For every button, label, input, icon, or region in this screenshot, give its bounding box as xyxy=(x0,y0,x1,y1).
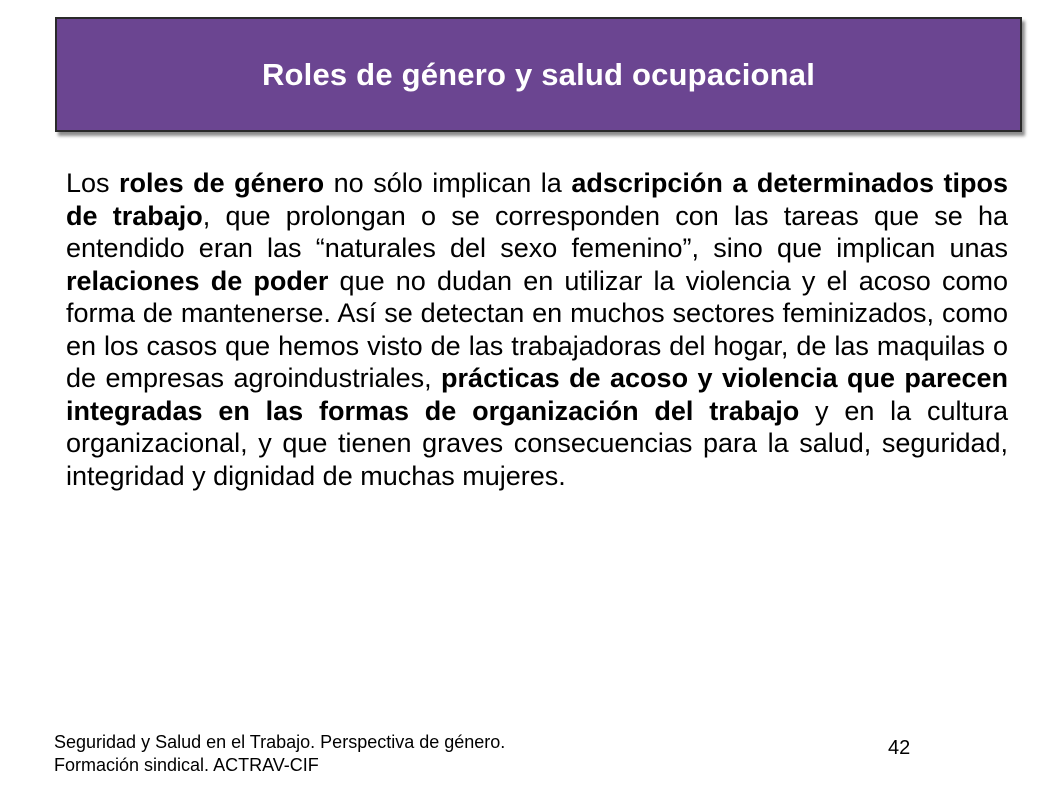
footer-source xyxy=(54,731,505,777)
body-segment: , que prolongan o se corresponden con las tareas que se ha entendido eran las “naturales del sexo femenino”, sino que implican unas xyxy=(66,200,1008,263)
body-segment: Los xyxy=(66,168,120,198)
title-banner xyxy=(55,17,1022,132)
body-segment-bold: adscripción a determinados tipos de trabajo xyxy=(66,168,1008,231)
footer-source-line-1: Seguridad y Salud en el Trabajo. Perspectiva de género. xyxy=(54,732,506,752)
body-segment: no sólo implican la xyxy=(324,168,572,198)
body-segment-bold: roles de género xyxy=(119,168,325,198)
slide-title: Roles de género y salud ocupacional xyxy=(261,56,816,92)
page-number: 42 xyxy=(888,737,911,759)
body-segment: que no dudan en utilizar la violencia y el acoso como forma de mantenerse. Así se detectan en muchos sectores feminizados, como en los casos que hemos visto de las trabajadoras del hogar, de las maquilas o de empresas agroindustriales, xyxy=(66,265,1008,393)
body-paragraph xyxy=(66,167,1008,492)
body-segment-bold: prácticas de acoso y violencia que parecen integradas en las formas de organización del trabajo xyxy=(66,363,1008,426)
body-segment: y en la cultura organizacional, y que tienen graves consecuencias para la salud, seguridad, integridad y dignidad de muchas mujeres. xyxy=(66,395,1008,491)
footer-source-line-2: Formación sindical. ACTRAV-CIF xyxy=(54,755,319,775)
body-segment-bold: relaciones de poder xyxy=(66,265,329,296)
